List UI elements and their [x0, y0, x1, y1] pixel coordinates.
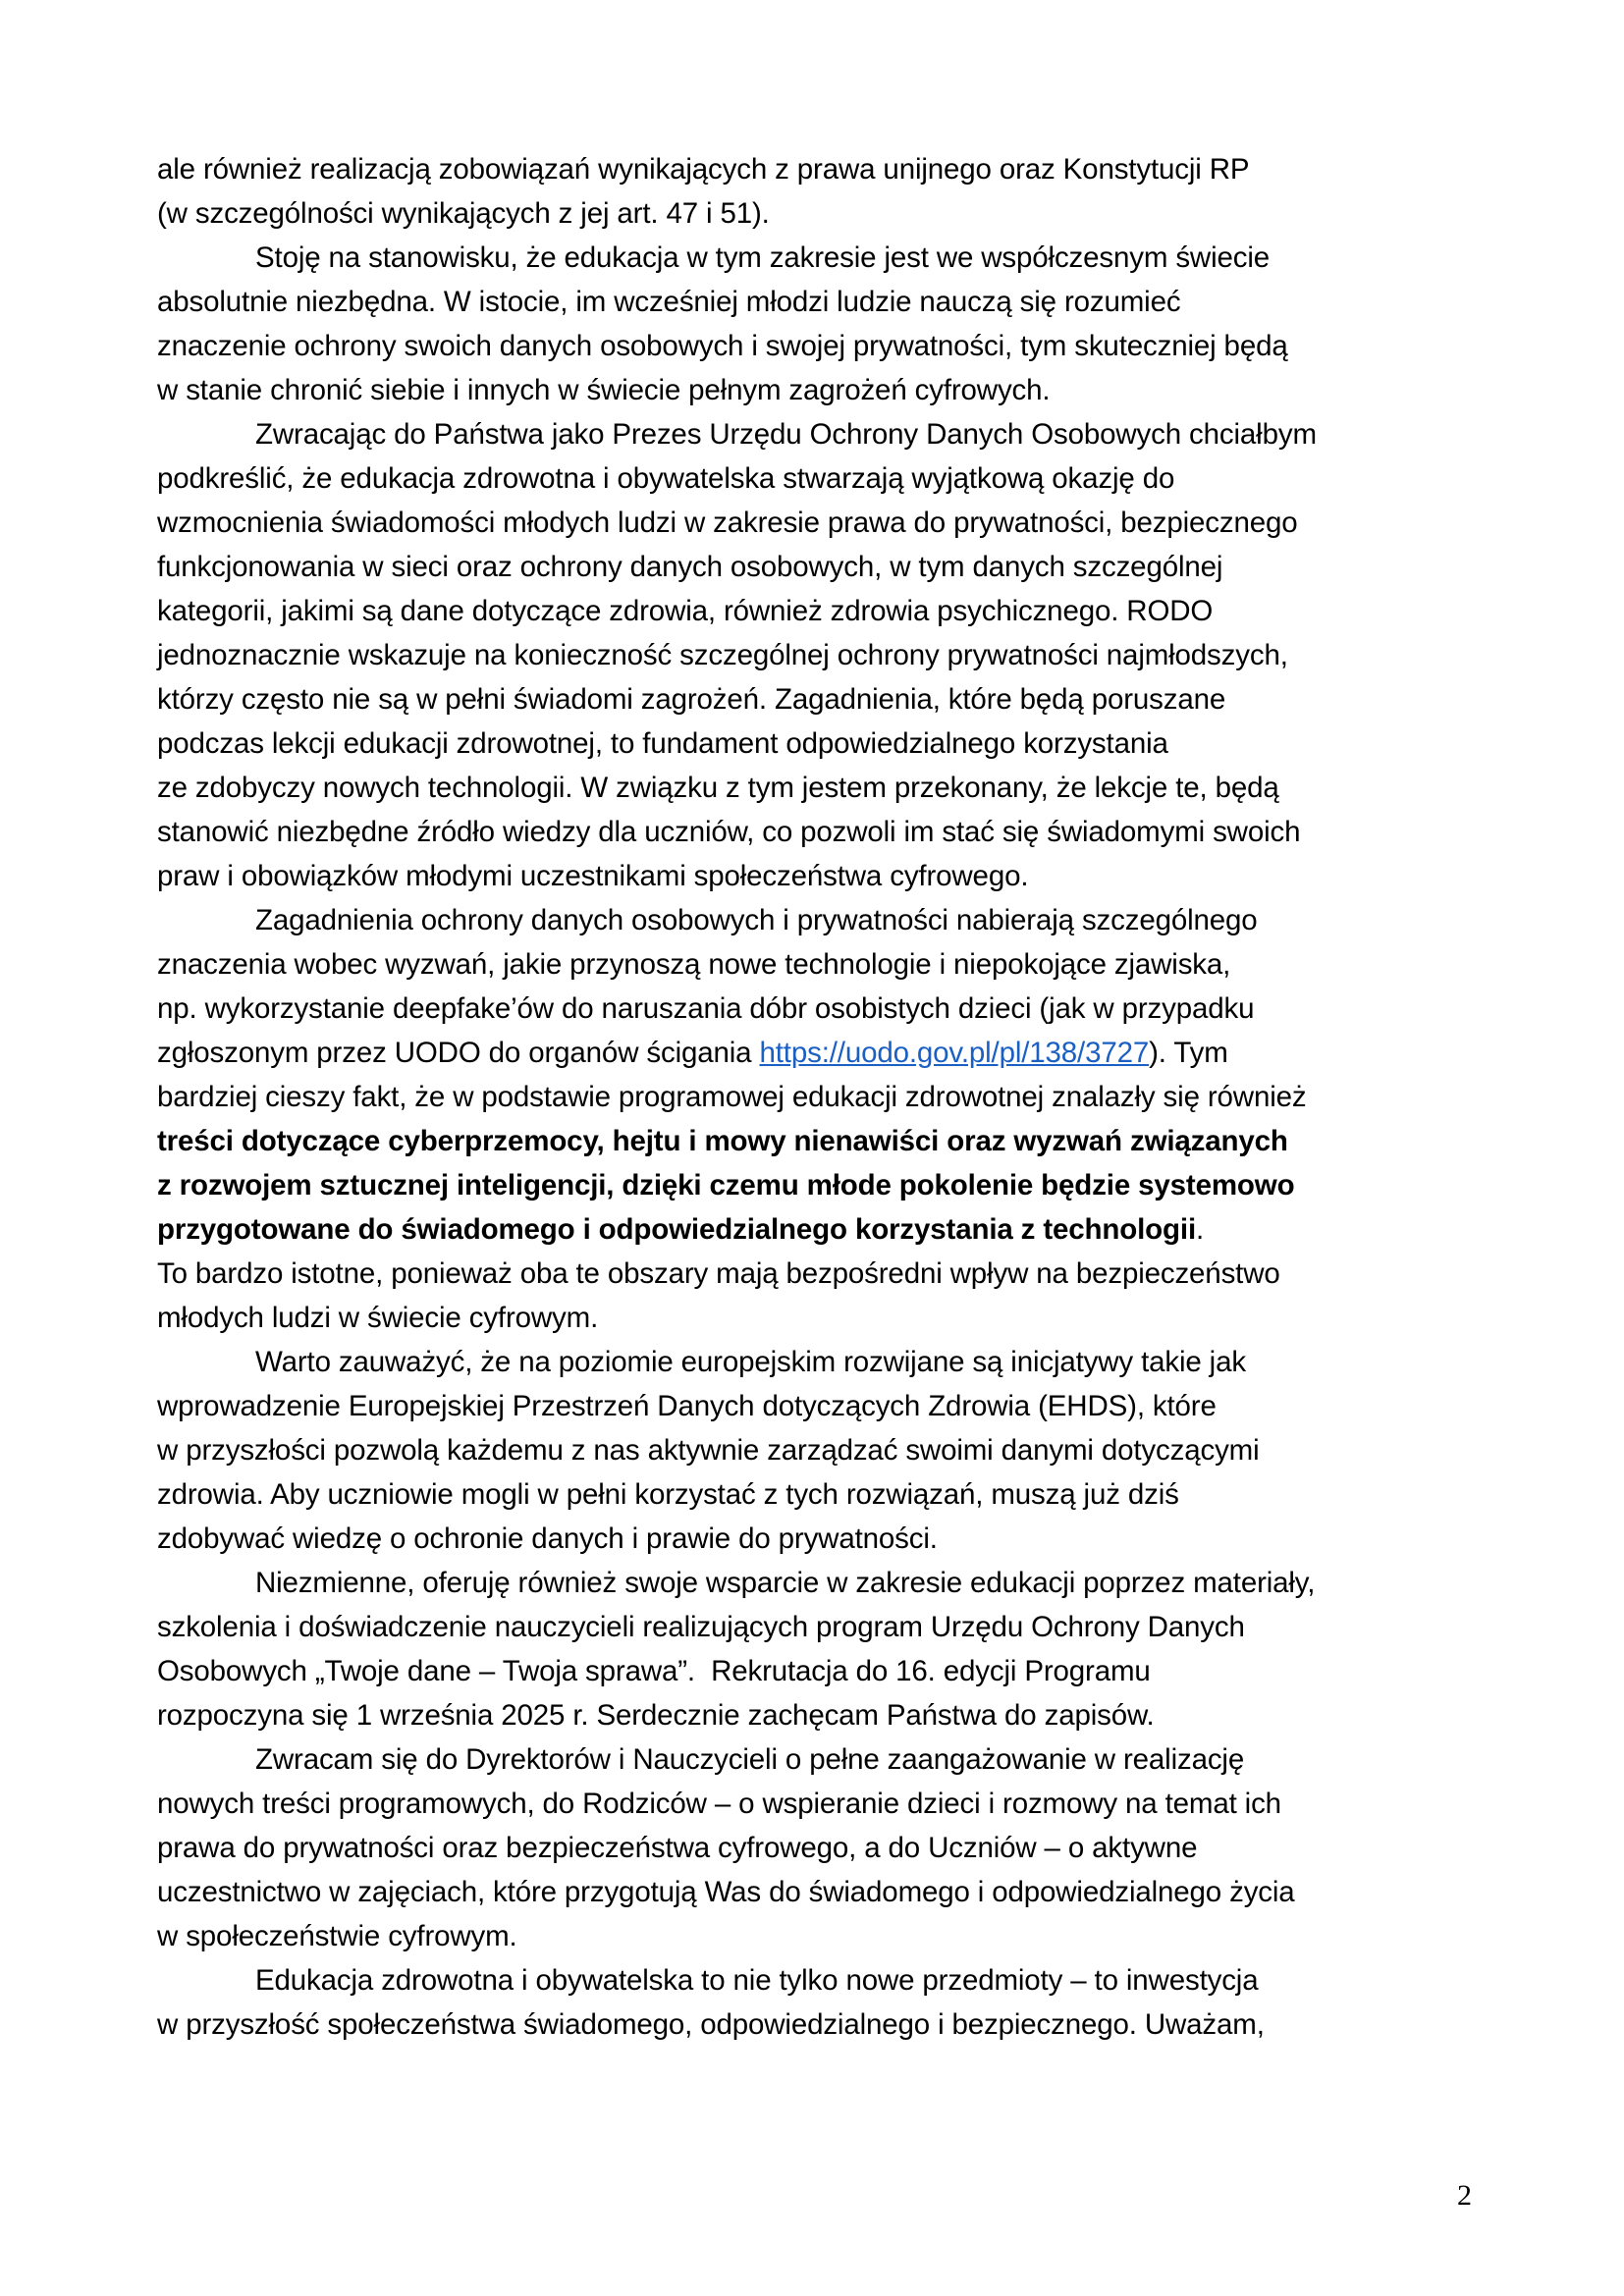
- text-line: [157, 545, 1483, 589]
- text-span: wprowadzenie Europejskiej Przestrzeń Danych dotyczących Zdrowia (EHDS), które: [157, 1390, 1217, 1422]
- bold-text: przygotowane do świadomego i odpowiedzialnego korzystania z technologii: [157, 1213, 1197, 1246]
- text-span: znaczenie ochrony swoich danych osobowych i swojej prywatności, tym skuteczniej będą: [157, 330, 1288, 362]
- text-span: ). Tym: [1149, 1037, 1228, 1069]
- text-span: Edukacja zdrowotna i obywatelska to nie tylko nowe przedmioty – to inwestycja: [255, 1964, 1259, 1997]
- text-span: np. wykorzystanie deepfake’ów do naruszania dóbr osobistych dzieci (jak w przypadku: [157, 992, 1255, 1025]
- text-span: szkolenia i doświadczenie nauczycieli realizujących program Urzędu Ochrony Danych: [157, 1611, 1245, 1643]
- text-span: bardziej cieszy fakt, że w podstawie programowej edukacji zdrowotnej znalazły się również: [157, 1081, 1307, 1113]
- text-span: ale również realizacją zobowiązań wynikających z prawa unijnego oraz Konstytucji RP: [157, 153, 1250, 186]
- text-line: [157, 677, 1483, 721]
- text-span: znaczenia wobec wyzwań, jakie przynoszą nowe technologie i niepokojące zjawiska,: [157, 948, 1231, 981]
- bold-text: treści dotyczące cyberprzemocy, hejtu i mowy nienawiści oraz wyzwań związanych: [157, 1125, 1288, 1157]
- text-span: .: [1196, 1213, 1205, 1246]
- text-line: [157, 1119, 1483, 1163]
- text-span: rozpoczyna się 1 września 2025 r. Serdecznie zachęcam Państwa do zapisów.: [157, 1699, 1155, 1732]
- text-span: absolutnie niezbędna. W istocie, im wcześniej młodzi ludzie nauczą się rozumieć: [157, 286, 1181, 318]
- text-line: [157, 1693, 1483, 1737]
- text-span: praw i obowiązków młodymi uczestnikami społeczeństwa cyfrowego.: [157, 860, 1029, 892]
- text-span: Zwracając do Państwa jako Prezes Urzędu Ochrony Danych Osobowych chciałbym: [255, 418, 1317, 451]
- text-span: którzy często nie są w pełni świadomi zagrożeń. Zagadnienia, które będą poruszane: [157, 683, 1226, 716]
- text-line: [157, 1384, 1483, 1428]
- uodo-link[interactable]: https://uodo.gov.pl/pl/138/3727: [759, 1037, 1150, 1069]
- text-line: [157, 942, 1483, 987]
- text-line: [157, 1649, 1483, 1693]
- text-line: [157, 810, 1483, 854]
- text-span: w przyszłość społeczeństwa świadomego, odpowiedzialnego i bezpiecznego. Uważam,: [157, 2008, 1265, 2041]
- text-span: Zagadnienia ochrony danych osobowych i prywatności nabierają szczególnego: [255, 904, 1258, 936]
- text-line: [157, 1252, 1483, 1296]
- text-span: kategorii, jakimi są dane dotyczące zdrowia, również zdrowia psychicznego. RODO: [157, 595, 1214, 627]
- text-line: [157, 1428, 1483, 1472]
- text-span: stanowić niezbędne źródło wiedzy dla uczniów, co pozwoli im stać się świadomymi swoich: [157, 816, 1301, 848]
- text-span: Osobowych „Twoje dane – Twoja sprawa”. Rekrutacja do 16. edycji Programu: [157, 1655, 1151, 1687]
- text-line: [157, 1782, 1483, 1826]
- text-span: Warto zauważyć, że na poziomie europejskim rozwijane są inicjatywy takie jak: [255, 1346, 1246, 1378]
- text-line: [157, 1163, 1483, 1207]
- text-span: zdobywać wiedzę o ochronie danych i prawie do prywatności.: [157, 1522, 938, 1555]
- text-line: [157, 501, 1483, 545]
- text-line: [157, 191, 1483, 236]
- text-line: [157, 1914, 1483, 1958]
- paragraph-first-line: [157, 236, 1483, 280]
- text-line: [157, 854, 1483, 898]
- text-line: [157, 766, 1483, 810]
- text-line: [157, 1870, 1483, 1914]
- text-span: funkcjonowania w sieci oraz ochrony danych osobowych, w tym danych szczególnej: [157, 551, 1223, 583]
- text-line: [157, 633, 1483, 677]
- text-span: młodych ludzi w świecie cyfrowym.: [157, 1302, 599, 1334]
- text-line: [157, 368, 1483, 412]
- paragraph-first-line: [157, 1737, 1483, 1782]
- text-line: [157, 147, 1483, 191]
- text-line: [157, 280, 1483, 324]
- text-line: [157, 1472, 1483, 1517]
- text-span: podkreślić, że edukacja zdrowotna i obywatelska stwarzają wyjątkową okazję do: [157, 462, 1175, 495]
- text-line: [157, 2002, 1483, 2047]
- text-line: [157, 1075, 1483, 1119]
- text-line: [157, 589, 1483, 633]
- paragraph-first-line: [157, 412, 1483, 456]
- text-line: [157, 456, 1483, 501]
- text-span: zgłoszonym przez UODO do organów ścigania: [157, 1037, 760, 1069]
- paragraph-first-line: [157, 1340, 1483, 1384]
- text-span: ze zdobyczy nowych technologii. W związku z tym jestem przekonany, że lekcje te, będą: [157, 772, 1279, 804]
- paragraph-first-line: [157, 898, 1483, 942]
- text-line: [157, 987, 1483, 1031]
- text-line: [157, 1207, 1483, 1252]
- text-span: uczestnictwo w zajęciach, które przygotują Was do świadomego i odpowiedzialnego życia: [157, 1876, 1295, 1908]
- page-number: 2: [1457, 2179, 1472, 2212]
- text-span: (w szczególności wynikających z jej art. 47 i 51).: [157, 197, 770, 230]
- text-span: nowych treści programowych, do Rodziców – o wspieranie dzieci i rozmowy na temat ich: [157, 1788, 1281, 1820]
- text-span: Stoję na stanowisku, że edukacja w tym zakresie jest we współczesnym świecie: [255, 241, 1270, 274]
- text-span: w stanie chronić siebie i innych w świecie pełnym zagrożeń cyfrowych.: [157, 374, 1051, 406]
- text-line: [157, 324, 1483, 368]
- text-span: To bardzo istotne, ponieważ oba te obszary mają bezpośredni wpływ na bezpieczeństwo: [157, 1257, 1280, 1290]
- text-span: Niezmienne, oferuję również swoje wsparcie w zakresie edukacji poprzez materiały,: [255, 1567, 1316, 1599]
- text-span: wzmocnienia świadomości młodych ludzi w zakresie prawa do prywatności, bezpiecznego: [157, 507, 1298, 539]
- text-span: jednoznacznie wskazuje na konieczność szczególnej ochrony prywatności najmłodszych,: [157, 639, 1288, 671]
- text-line: [157, 1605, 1483, 1649]
- text-span: zdrowia. Aby uczniowie mogli w pełni korzystać z tych rozwiązań, muszą już dziś: [157, 1478, 1179, 1511]
- letter-body: [157, 147, 1483, 2047]
- text-span: podczas lekcji edukacji zdrowotnej, to fundament odpowiedzialnego korzystania: [157, 727, 1168, 760]
- paragraph-first-line: [157, 1958, 1483, 2002]
- bold-text: z rozwojem sztucznej inteligencji, dzięki czemu młode pokolenie będzie systemowo: [157, 1169, 1295, 1201]
- text-line: [157, 1031, 1483, 1075]
- text-span: w społeczeństwie cyfrowym.: [157, 1920, 517, 1952]
- text-span: Zwracam się do Dyrektorów i Nauczycieli o pełne zaangażowanie w realizację: [255, 1743, 1245, 1776]
- text-line: [157, 1296, 1483, 1340]
- text-line: [157, 1826, 1483, 1870]
- paragraph-first-line: [157, 1561, 1483, 1605]
- text-span: w przyszłości pozwolą każdemu z nas aktywnie zarządzać swoimi danymi dotyczącymi: [157, 1434, 1260, 1467]
- text-line: [157, 721, 1483, 766]
- text-span: prawa do prywatności oraz bezpieczeństwa cyfrowego, a do Uczniów – o aktywne: [157, 1832, 1198, 1864]
- text-line: [157, 1517, 1483, 1561]
